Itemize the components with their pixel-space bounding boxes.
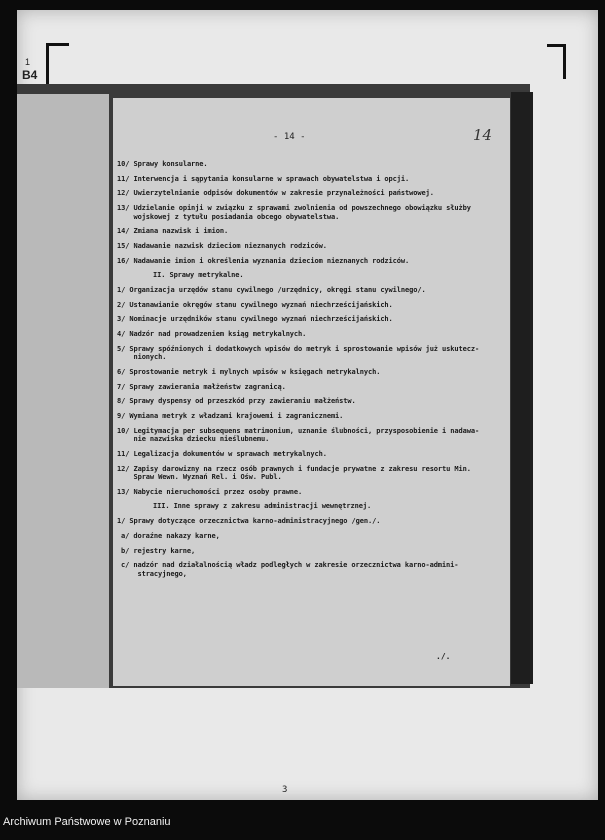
handwritten-page-number: 14	[473, 126, 493, 144]
section-heading: III. Inne sprawy z zakresu administracji wewnętrznej.	[153, 502, 372, 511]
document-line: 10/ Sprawy konsularne.	[117, 160, 208, 168]
document-line: 6/ Sprostowanie metryk i mylnych wpisów w księgach metrykalnych.	[117, 367, 381, 376]
document-line: 5/ Sprawy spóźnionych i dodatkowych wpisów do metryk i sprostowanie wpisów już uskutecz- nionych.	[117, 344, 480, 362]
document-line: 1/ Sprawy dotyczące orzecznictwa karno-administracyjnego /gen./.	[117, 517, 381, 526]
document-line: 14/ Zmiana nazwisk i imion.	[117, 227, 229, 236]
document-page	[113, 98, 510, 686]
document-line: 16/ Nadawanie imion i określenia wyznania dzieciom nieznanych rodziców.	[117, 256, 410, 265]
document-line: 11/ Interwencja i sąpytania konsularne w sprawach obywatelstwa i opcji.	[117, 174, 410, 183]
document-line: 15/ Nadawanie nazwisk dzieciom nieznanych rodziców.	[117, 241, 327, 250]
film-frame	[17, 10, 598, 800]
document-line: 8/ Sprawy dyspensy od przeszkód przy zawieraniu małżeństw.	[117, 397, 356, 406]
archive-marker	[22, 56, 37, 82]
document-line: 12/ Uwierzytelnianie odpisów dokumentów w zakresie przynależności państwowej.	[117, 189, 434, 198]
corner-bracket-right	[547, 44, 566, 79]
document-edge-shadow	[511, 92, 533, 684]
document-line: 13/ Nabycie nieruchomości przez osoby prawne.	[117, 487, 303, 496]
document-line: c/ nadzór nad działalnością władz podległych w zakresie orzecznictwa karno-admini- stracyjnego,	[121, 561, 459, 578]
marker-label: B4	[22, 68, 38, 82]
left-paper-strip	[17, 94, 109, 688]
document-line: 10/ Legitymacja per subsequens matrimonium, uznanie ślubności, przysposobienie i nadawa- nie nazwiska dziecku nieślubnemu.	[117, 426, 480, 444]
marker-tick: 1	[25, 57, 31, 67]
section-heading: II. Sprawy metrykalne.	[153, 271, 244, 280]
document-line: 12/ Zapisy darowizny na rzecz osób prawnych i fundacje prywatne z zakresu resortu Min. Spraw Wewn. Wyznań Rel. i Ośw. Publ.	[117, 464, 471, 482]
corner-bracket-left	[46, 43, 69, 90]
document-line: 13/ Udzielanie opinji w związku z sprawami zwolnienia od powszechnego obowiązku służby wojskowej z tytułu posiadania obcego obywatelstwa.	[117, 204, 471, 221]
document-line: 11/ Legalizacja dokumentów w sprawach metrykalnych.	[117, 449, 327, 458]
document-line: 2/ Ustanawianie okręgów stanu cywilnego wyznań niechrześcijańskich.	[117, 300, 393, 309]
page-number: - 14 -	[273, 132, 306, 142]
document-line: b/ rejestry karne,	[121, 546, 196, 555]
document-line: 9/ Wymiana metryk z władzami krajowemi i zagranicznemi.	[117, 412, 344, 420]
document-text	[117, 160, 505, 584]
document-line: 3/ Nominacje urzędników stanu cywilnego wyznań niechrześcijańskich.	[117, 315, 393, 324]
frame-bottom-mark: 3	[282, 785, 288, 795]
document-line: a/ doraźne nakazy karne,	[121, 531, 220, 540]
document-line: 7/ Sprawy zawierania małżeństw zagranicą.	[117, 382, 286, 391]
archive-credit: Archiwum Państwowe w Poznaniu	[3, 816, 171, 828]
document-line: 4/ Nadzór nad prowadzeniem ksiąg metrykalnych.	[117, 330, 307, 339]
document-line: 1/ Organizacja urzędów stanu cywilnego /urzędnicy, okręgi stanu cywilnego/.	[117, 286, 426, 294]
end-mark: ./.	[436, 652, 451, 661]
